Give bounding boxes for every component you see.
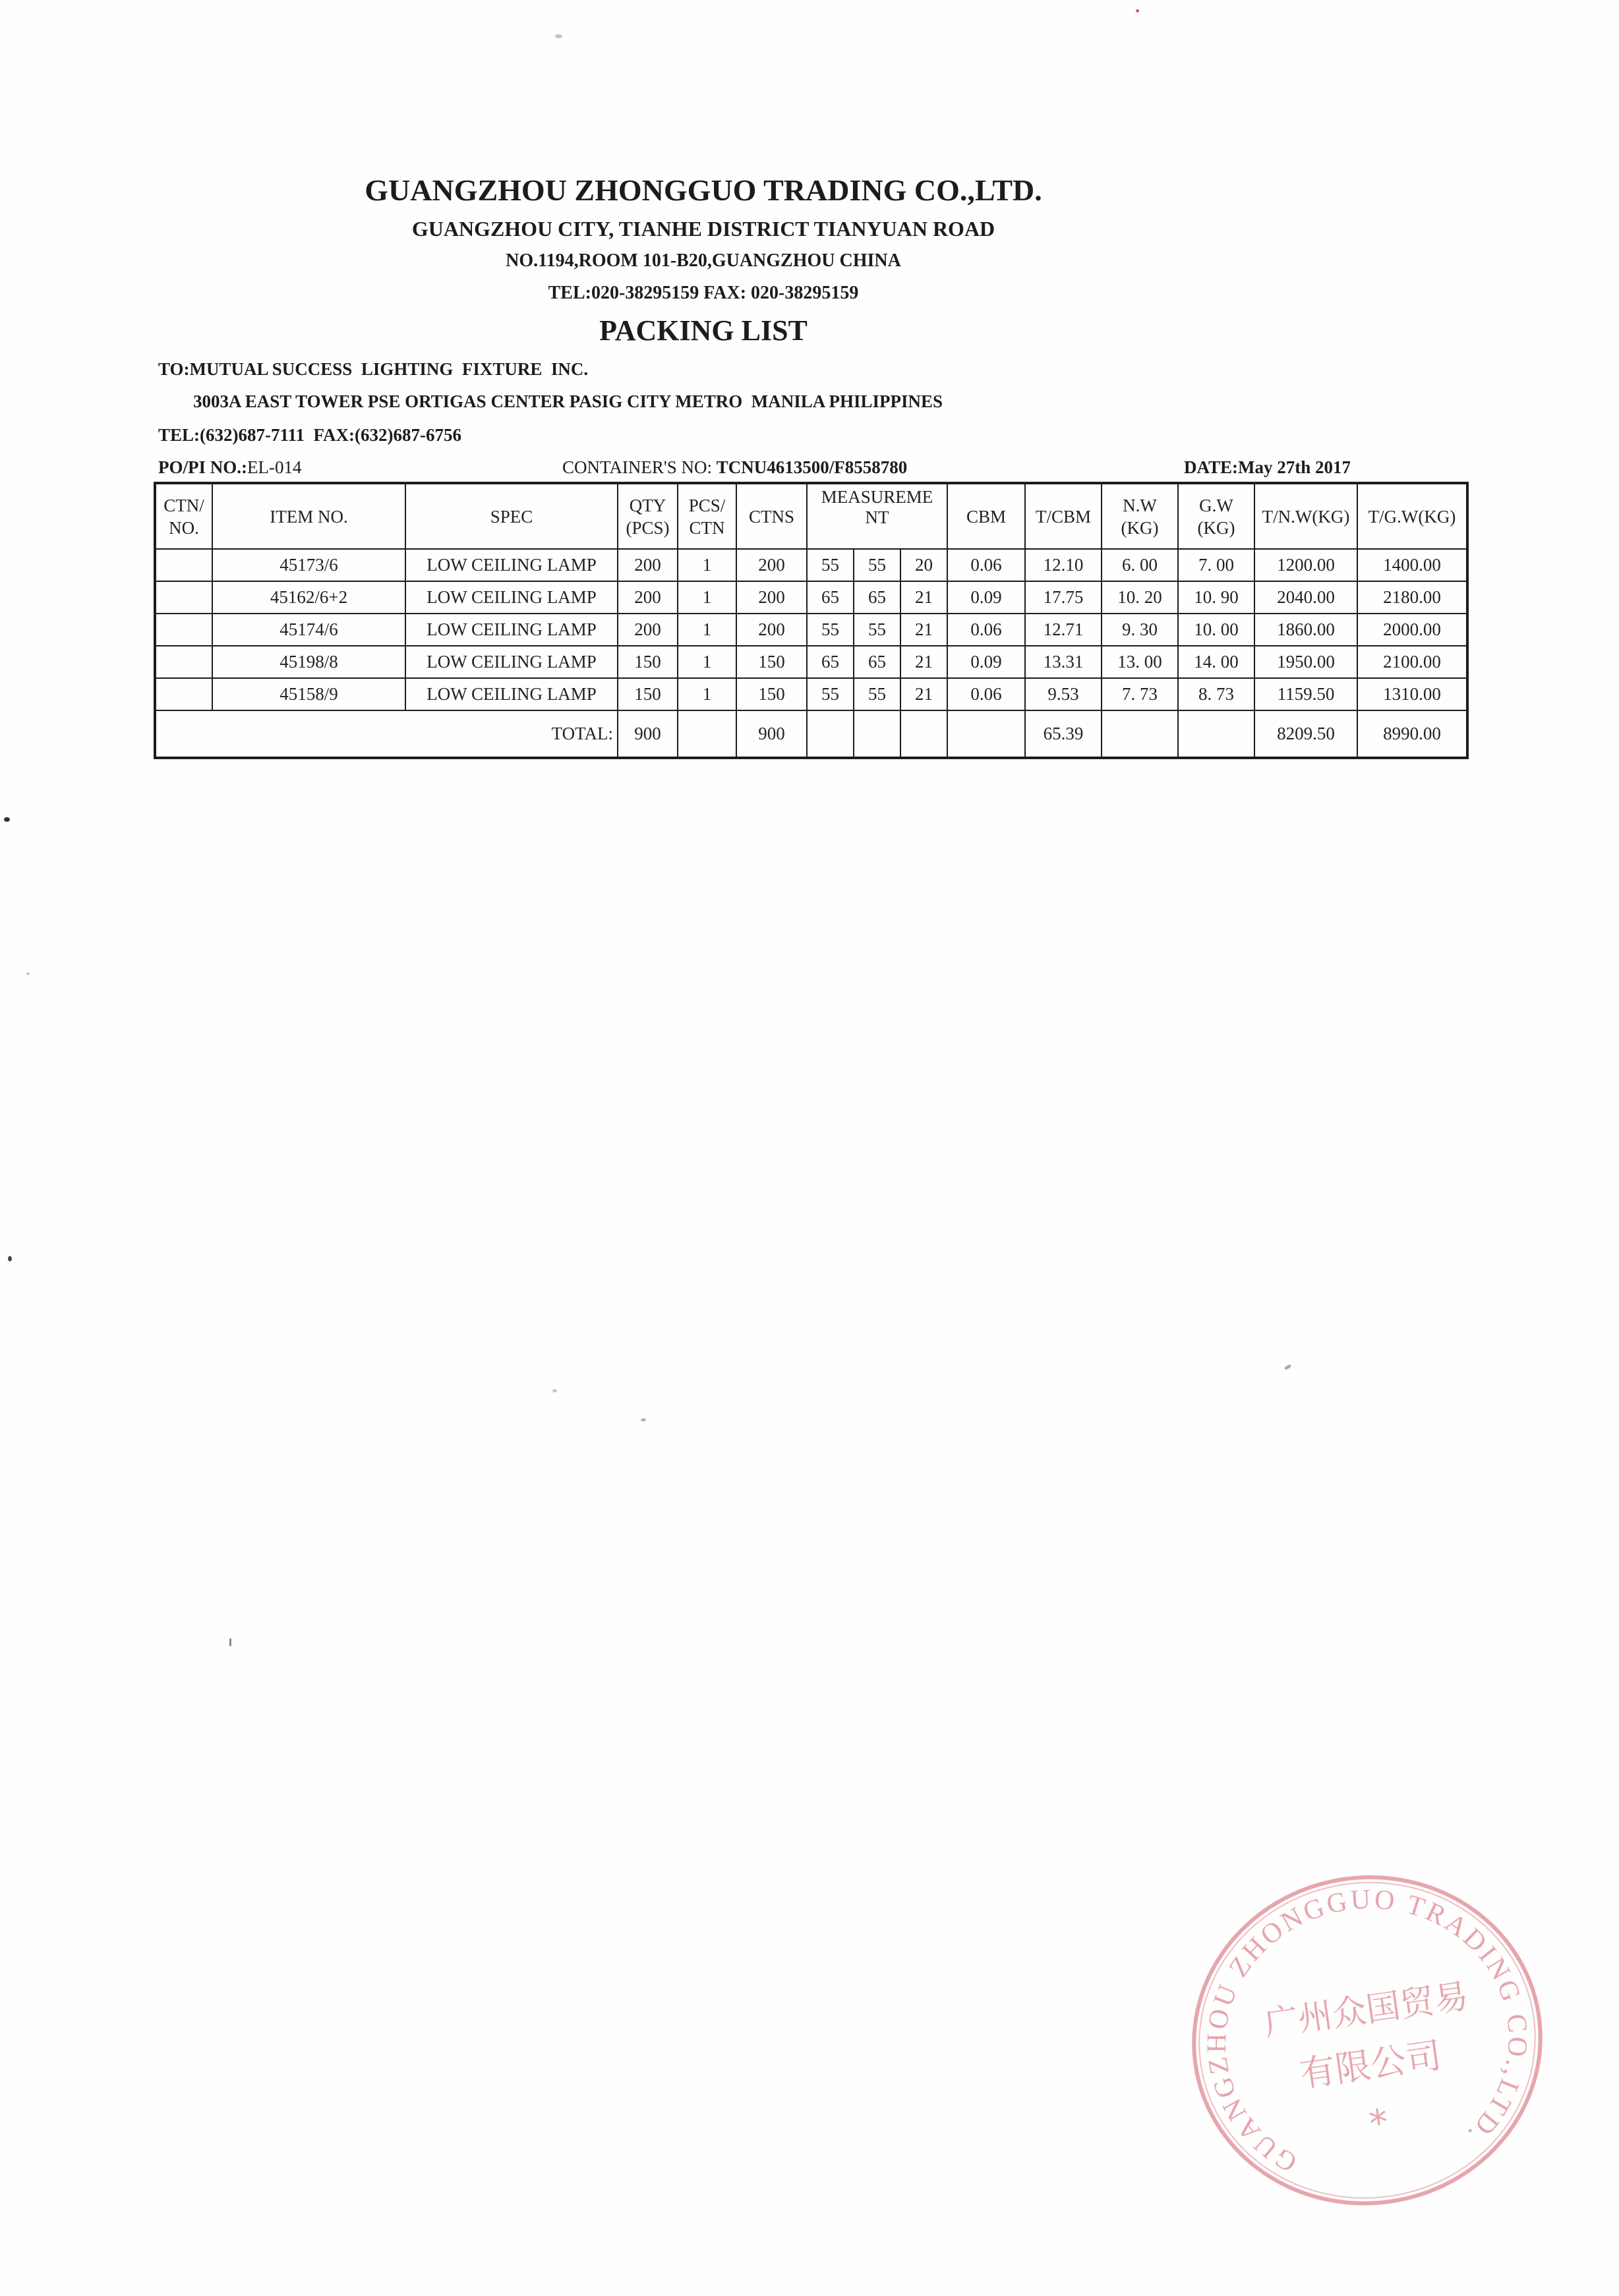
cell-total-cbm: 12.71 [1025, 614, 1102, 646]
cell-spec: LOW CEILING LAMP [405, 678, 618, 710]
total-net-weight [1102, 710, 1178, 758]
scan-speck [555, 34, 562, 38]
document-date [1184, 457, 1351, 478]
header-item-no: ITEM NO. [212, 483, 405, 549]
scan-speck [1283, 1364, 1291, 1371]
cell-measurement-l: 55 [807, 678, 854, 710]
cell-measurement-w: 55 [854, 549, 900, 581]
cell-measurement-w: 65 [854, 581, 900, 614]
cell-gross-weight: 10. 00 [1178, 614, 1254, 646]
header-cbm: CBM [947, 483, 1025, 549]
cell-ctns: 150 [736, 646, 807, 678]
scan-speck [26, 973, 30, 975]
table-row [155, 678, 1467, 710]
header-total-gross-weight: T/G.W(KG) [1357, 483, 1467, 549]
cell-ctns: 200 [736, 614, 807, 646]
seal-chinese-line-1: 广州众国贸易 [1262, 1976, 1471, 2045]
header-gross-weight: G.W (KG) [1178, 483, 1254, 549]
consignee-address: 3003A EAST TOWER PSE ORTIGAS CENTER PASIG CITY METRO MANILA PHILIPPINES [193, 391, 943, 411]
header-total-cbm: T/CBM [1025, 483, 1102, 549]
document-title: PACKING LIST [599, 314, 808, 347]
total-label: TOTAL: [155, 710, 618, 758]
po-number [158, 457, 301, 478]
table-row [155, 549, 1467, 581]
cell-ctn-no [155, 646, 212, 678]
total-gross-weight [1178, 710, 1254, 758]
cell-item-no: 45162/6+2 [212, 581, 405, 614]
cell-qty-pcs: 200 [618, 614, 678, 646]
total-cbm [947, 710, 1025, 758]
scan-speck [552, 1389, 557, 1392]
container-value: TCNU4613500/F8558780 [716, 457, 908, 477]
cell-measurement-w: 55 [854, 614, 900, 646]
cell-measurement-w: 55 [854, 678, 900, 710]
total-measurement-l [807, 710, 854, 758]
cell-total-net-weight: 1860.00 [1254, 614, 1357, 646]
container-label: CONTAINER'S NO: [562, 457, 717, 477]
cell-item-no: 45198/8 [212, 646, 405, 678]
header-total-net-weight: T/N.W(KG) [1254, 483, 1357, 549]
po-value: EL-014 [247, 457, 302, 477]
seal-chinese-line-2: 有限公司 [1297, 2034, 1444, 2096]
scan-speck [1136, 9, 1139, 13]
cell-measurement-l: 55 [807, 614, 854, 646]
cell-ctns: 200 [736, 549, 807, 581]
cell-measurement-l: 65 [807, 646, 854, 678]
consignee-contact: TEL:(632)687-7111 FAX:(632)687-6756 [158, 425, 461, 445]
cell-total-cbm: 9.53 [1025, 678, 1102, 710]
cell-gross-weight: 8. 73 [1178, 678, 1254, 710]
cell-cbm: 0.09 [947, 581, 1025, 614]
cell-total-cbm: 12.10 [1025, 549, 1102, 581]
table-row [155, 614, 1467, 646]
cell-spec: LOW CEILING LAMP [405, 614, 618, 646]
scan-speck [8, 1256, 12, 1261]
cell-total-net-weight: 1200.00 [1254, 549, 1357, 581]
total-ctns: 900 [736, 710, 807, 758]
cell-gross-weight: 14. 00 [1178, 646, 1254, 678]
scan-speck [229, 1638, 231, 1646]
cell-measurement-l: 55 [807, 549, 854, 581]
cell-ctn-no [155, 581, 212, 614]
cell-net-weight: 6. 00 [1102, 549, 1178, 581]
table-header-row [155, 483, 1467, 549]
cell-item-no: 45158/9 [212, 678, 405, 710]
cell-spec: LOW CEILING LAMP [405, 549, 618, 581]
header-net-weight: N.W (KG) [1102, 483, 1178, 549]
seal-rim-text-path: GUANGZHOU ZHONGGUO TRADING CO.,LTD. [1202, 1884, 1533, 2178]
cell-total-net-weight: 2040.00 [1254, 581, 1357, 614]
cell-gross-weight: 7. 00 [1178, 549, 1254, 581]
cell-total-gross-weight: 1310.00 [1357, 678, 1467, 710]
table-row [155, 581, 1467, 614]
date-label: DATE: [1184, 457, 1239, 477]
total-measurement-h [900, 710, 947, 758]
total-measurement-w [854, 710, 900, 758]
cell-qty-pcs: 200 [618, 549, 678, 581]
cell-total-net-weight: 1159.50 [1254, 678, 1357, 710]
header-qty-pcs: QTY (PCS) [618, 483, 678, 549]
container-number [562, 457, 907, 478]
cell-pcs-per-ctn: 1 [678, 614, 736, 646]
cell-pcs-per-ctn: 1 [678, 646, 736, 678]
cell-total-cbm: 13.31 [1025, 646, 1102, 678]
cell-total-gross-weight: 2100.00 [1357, 646, 1467, 678]
scan-speck [641, 1418, 646, 1421]
seal-star-mark: * [1367, 2101, 1392, 2146]
cell-gross-weight: 10. 90 [1178, 581, 1254, 614]
company-address-line-1: GUANGZHOU CITY, TIANHE DISTRICT TIANYUAN ROAD [411, 217, 995, 241]
cell-item-no: 45173/6 [212, 549, 405, 581]
consignee-name: TO:MUTUAL SUCCESS LIGHTING FIXTURE INC. [158, 359, 589, 379]
scan-speck [4, 817, 10, 822]
cell-pcs-per-ctn: 1 [678, 581, 736, 614]
cell-item-no: 45174/6 [212, 614, 405, 646]
date-value: May 27th 2017 [1238, 457, 1351, 477]
cell-net-weight: 10. 20 [1102, 581, 1178, 614]
header-spec: SPEC [405, 483, 618, 549]
total-pcs-per-ctn [678, 710, 736, 758]
company-seal [1169, 1843, 1565, 2238]
header-ctn-no: CTN/ NO. [155, 483, 212, 549]
cell-net-weight: 9. 30 [1102, 614, 1178, 646]
cell-ctns: 200 [736, 581, 807, 614]
cell-ctns: 150 [736, 678, 807, 710]
header-measurement: MEASUREME NT [807, 483, 947, 549]
cell-measurement-l: 65 [807, 581, 854, 614]
cell-net-weight: 13. 00 [1102, 646, 1178, 678]
cell-measurement-h: 21 [900, 614, 947, 646]
cell-net-weight: 7. 73 [1102, 678, 1178, 710]
company-contact: TEL:020-38295159 FAX: 020-38295159 [548, 283, 859, 303]
cell-pcs-per-ctn: 1 [678, 549, 736, 581]
cell-measurement-h: 21 [900, 581, 947, 614]
cell-cbm: 0.06 [947, 549, 1025, 581]
cell-pcs-per-ctn: 1 [678, 678, 736, 710]
cell-cbm: 0.06 [947, 678, 1025, 710]
packing-table [154, 482, 1469, 759]
cell-total-net-weight: 1950.00 [1254, 646, 1357, 678]
cell-total-gross-weight: 2000.00 [1357, 614, 1467, 646]
cell-total-gross-weight: 1400.00 [1357, 549, 1467, 581]
cell-cbm: 0.06 [947, 614, 1025, 646]
cell-qty-pcs: 200 [618, 581, 678, 614]
header-pcs-per-ctn: PCS/ CTN [678, 483, 736, 549]
cell-measurement-h: 21 [900, 678, 947, 710]
cell-qty-pcs: 150 [618, 678, 678, 710]
cell-measurement-h: 21 [900, 646, 947, 678]
cell-total-cbm: 17.75 [1025, 581, 1102, 614]
total-t-gross-weight: 8990.00 [1357, 710, 1467, 758]
cell-measurement-h: 20 [900, 549, 947, 581]
cell-spec: LOW CEILING LAMP [405, 646, 618, 678]
company-name: GUANGZHOU ZHONGGUO TRADING CO.,LTD. [365, 173, 1042, 207]
cell-ctn-no [155, 549, 212, 581]
cell-cbm: 0.09 [947, 646, 1025, 678]
cell-total-gross-weight: 2180.00 [1357, 581, 1467, 614]
cell-ctn-no [155, 614, 212, 646]
table-total-row [155, 710, 1467, 758]
cell-measurement-w: 65 [854, 646, 900, 678]
total-t-cbm: 65.39 [1025, 710, 1102, 758]
cell-ctn-no [155, 678, 212, 710]
company-address-line-2: NO.1194,ROOM 101-B20,GUANGZHOU CHINA [506, 250, 901, 271]
table-row [155, 646, 1467, 678]
header-ctns: CTNS [736, 483, 807, 549]
total-qty-pcs: 900 [618, 710, 678, 758]
total-t-net-weight: 8209.50 [1254, 710, 1357, 758]
cell-spec: LOW CEILING LAMP [405, 581, 618, 614]
po-label: PO/PI NO.: [158, 457, 247, 477]
cell-qty-pcs: 150 [618, 646, 678, 678]
